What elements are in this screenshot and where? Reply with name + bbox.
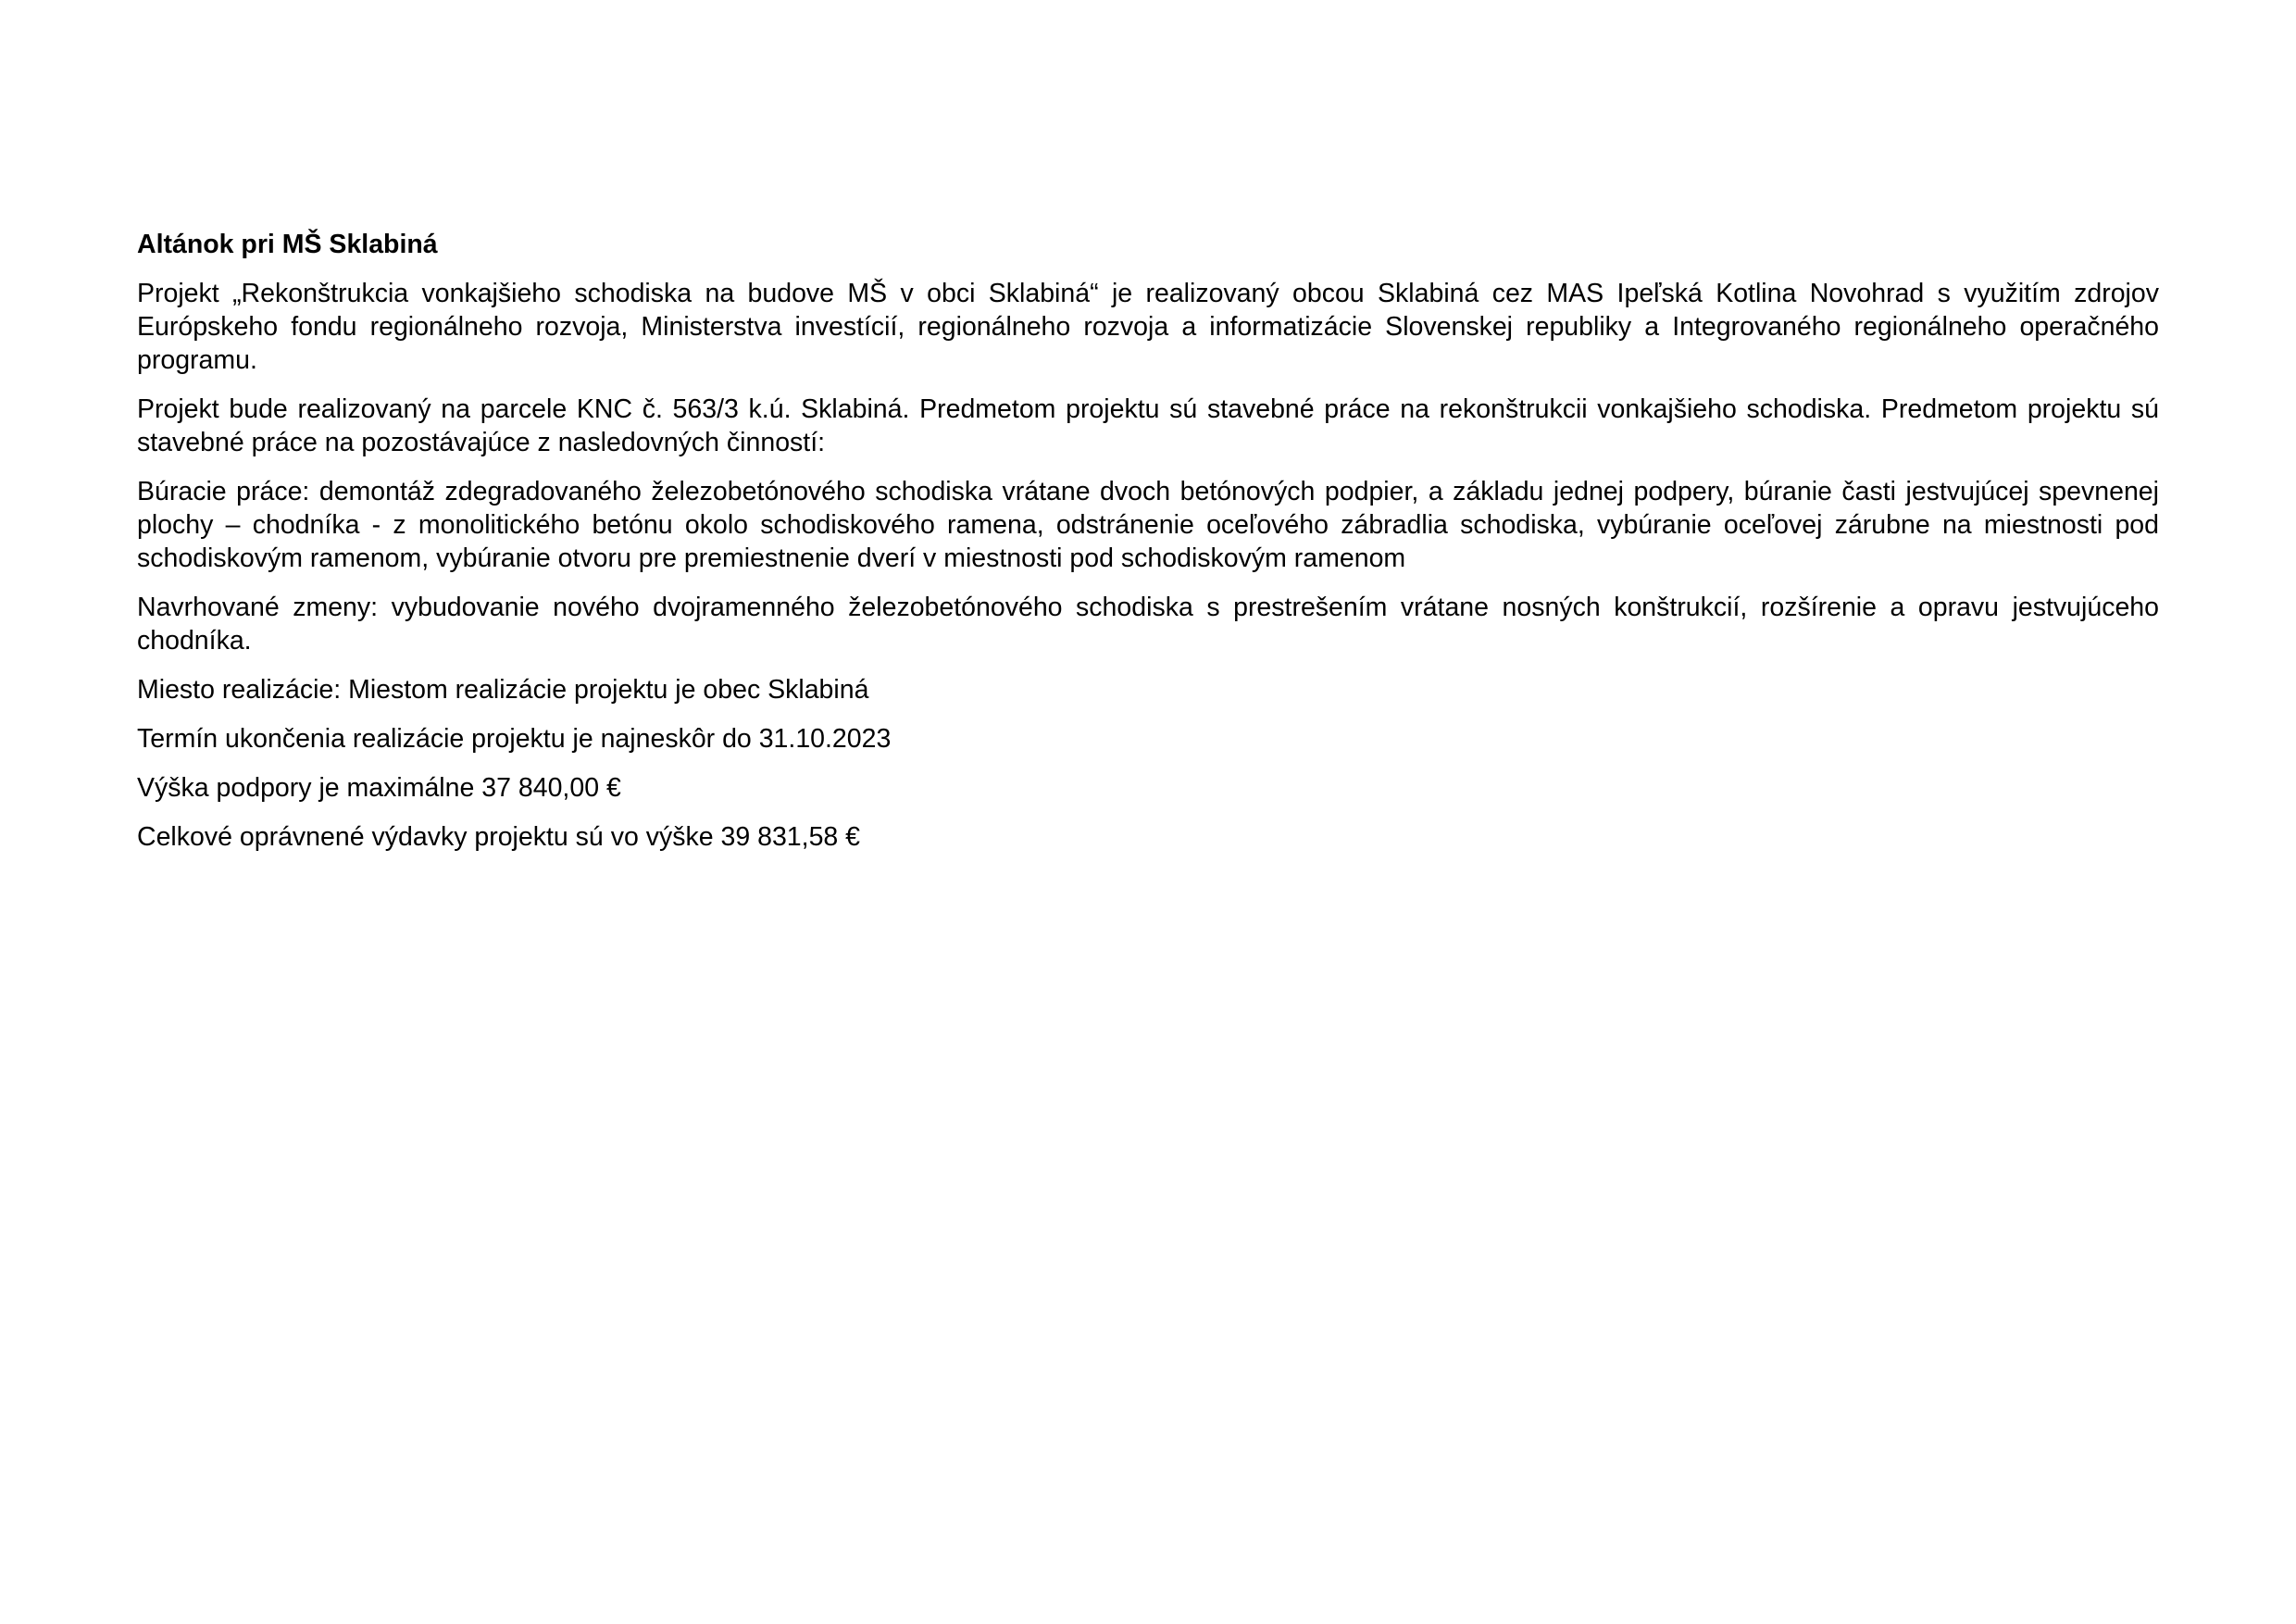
line-support-amount: Výška podpory je maximálne 37 840,00 € [137,773,621,803]
line-eligible-expenses: Celkové oprávnené výdavky projektu sú vo výške 39 831,58 € [137,822,861,852]
paragraph-project-scope: Projekt bude realizovaný na parcele KNC č. 563/3 k.ú. Sklabiná. Predmetom projektu sú stavebné práce na rekonštrukcii vonkajšieho schodiska. Predmetom projektu sú stavebné práce na pozostávajúce z nasledovných činností: [137,394,2159,457]
line-place-of-realization: Miesto realizácie: Miestom realizácie projektu je obec Sklabiná [137,675,869,705]
document-body [137,228,2159,869]
paragraph-demolition-works: Búracie práce: demontáž zdegradovaného železobetónového schodiska vrátane dvoch betónových podpier, a základu jednej podpery, búranie časti jestvujúcej spevnenej plochy – chodníka - z monolitického betónu okolo schodiskového ramena, odstránenie oceľového zábradlia schodiska, vybúranie oceľovej zárubne na miestnosti pod schodiskovým ramenom, vybúranie otvoru pre premiestnenie dverí v miestnosti pod schodiskovým ramenom [137,477,2159,573]
paragraph-project-description: Projekt „Rekonštrukcia vonkajšieho schodiska na budove MŠ v obci Sklabiná“ je realizovaný obcou Sklabiná cez MAS Ipeľská Kotlina Novohrad s využitím zdrojov Európskeho fondu regionálneho rozvoja, Ministerstva investícií, regionálneho rozvoja a informatizácie Slovenskej republiky a Integrovaného regionálneho operačného programu. [137,279,2159,375]
document-title: Altánok pri MŠ Sklabiná [137,230,438,259]
line-completion-date: Termín ukončenia realizácie projektu je najneskôr do 31.10.2023 [137,724,892,754]
paragraph-proposed-changes: Navrhované zmeny: vybudovanie nového dvojramenného železobetónového schodiska s prestrešením vrátane nosných konštrukcií, rozšírenie a opravu jestvujúceho chodníka. [137,593,2159,656]
